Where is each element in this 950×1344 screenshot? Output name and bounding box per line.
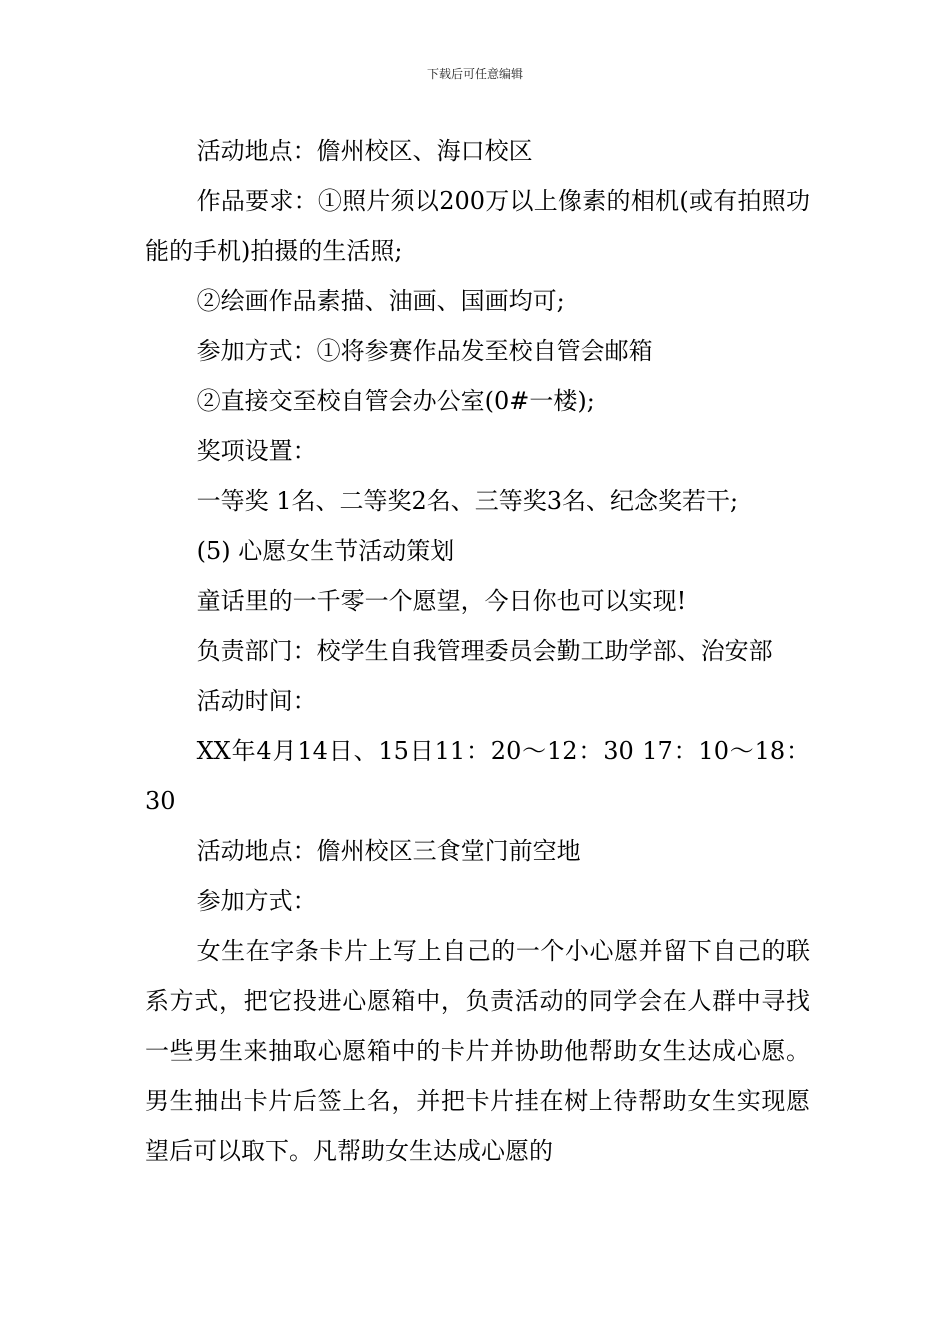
paragraph-venue-canteen: 活动地点：儋州校区三食堂门前空地 (196, 837, 581, 865)
paragraph-awards-list: 一等奖 1名、二等奖2名、三等奖3名、纪念奖若干; (196, 487, 739, 515)
paragraph-time-detail: XX年4月14日、15日11：20～12：30 17：10～18：30 (145, 737, 810, 815)
paragraph-participation-office: ②直接交至校自管会办公室(0#一楼); (196, 387, 595, 415)
document-body (145, 126, 810, 1176)
paragraph-time-heading: 活动时间： (196, 687, 317, 715)
paragraph-method-detail: 女生在字条卡片上写上自己的一个小心愿并留下自己的联系方式，把它投进心愿箱中，负责活动的同学会在人群中寻找一些男生来抽取心愿箱中的卡片并协助他帮助女生达成心愿。男生抽出卡片后签上名，并把卡片挂在树上待帮助女生实现愿望后可以取下。凡帮助女生达成心愿的 (145, 937, 810, 1165)
page-header: 下载后可任意编辑 (426, 67, 523, 81)
section-heading-wish-festival: (5) 心愿女生节活动策划 (196, 537, 455, 565)
paragraph-department: 负责部门：校学生自我管理委员会勤工助学部、治安部 (196, 637, 773, 665)
paragraph-painting-requirements: ②绘画作品素描、油画、国画均可; (196, 287, 565, 315)
paragraph-venue: 活动地点：儋州校区、海口校区 (196, 137, 533, 165)
paragraph-awards-heading: 奖项设置： (196, 437, 317, 465)
paragraph-method-heading: 参加方式： (196, 887, 317, 915)
paragraph-slogan: 童话里的一千零一个愿望，今日你也可以实现! (196, 587, 687, 615)
paragraph-work-requirements: 作品要求：①照片须以200万以上像素的相机(或有拍照功能的手机)拍摄的生活照; (145, 187, 810, 265)
paragraph-participation-email: 参加方式：①将参赛作品发至校自管会邮箱 (196, 337, 653, 365)
